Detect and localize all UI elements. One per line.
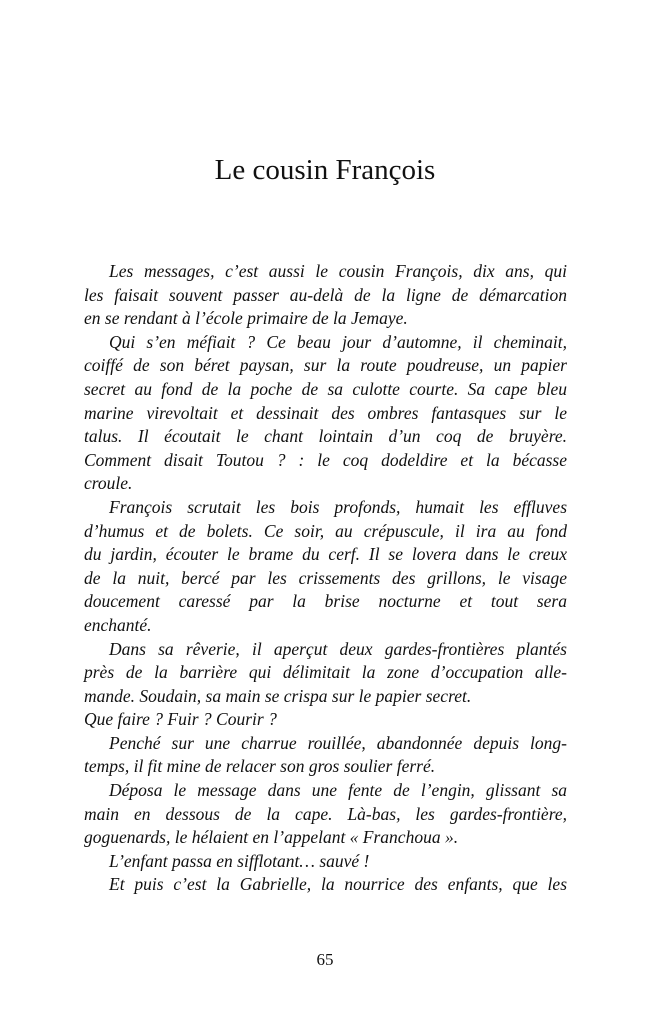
text-line: temps, il fit mine de relacer son gros soulier ferré. (84, 756, 436, 777)
text-line: Dans sa rêverie, il aperçut deux gardes-frontières plantés (109, 638, 567, 659)
body-text (84, 260, 567, 897)
text-line: près de la barrière qui délimitait la zone d’occupation alle- (84, 662, 567, 683)
text-line: du jardin, écouter le brame du cerf. Il se lovera dans le creux (84, 544, 567, 565)
text-line: marine virevoltait et dessinait des ombres fantasques sur le (84, 402, 567, 423)
text-line: secret au fond de la poche de sa culotte courte. Sa cape bleu (84, 378, 567, 399)
text-line: Et puis c’est la Gabrielle, la nourrice des enfants, que les (109, 874, 567, 895)
text-line: Penché sur une charrue rouillée, abandonnée depuis long- (109, 732, 567, 753)
text-line: Que faire ? Fuir ? Courir ? (84, 709, 277, 730)
text-line: Déposa le message dans une fente de l’engin, glissant sa (109, 780, 567, 801)
text-line: de la nuit, bercé par les crissements des grillons, le visage (84, 567, 567, 588)
text-line: Les messages, c’est aussi le cousin François, dix ans, qui (109, 261, 567, 281)
text-line: les faisait souvent passer au-delà de la ligne de démarcation (84, 284, 567, 305)
text-line: main en dessous de la cape. Là-bas, les gardes-frontière, (84, 803, 567, 824)
text-line: coiffé de son béret paysan, sur la route poudreuse, un papier (84, 355, 567, 376)
text-line: d’humus et de bolets. Ce soir, au crépuscule, il ira au fond (84, 520, 567, 541)
text-line: croule. (84, 473, 133, 494)
text-line: goguenards, le hélaient en l’appelant « Franchoua ». (84, 827, 459, 848)
text-line: L’enfant passa en sifflotant… sauvé ! (109, 850, 370, 871)
chapter-title: Le cousin François (214, 154, 436, 186)
text-line: mande. Soudain, sa main se crispa sur le papier secret. (84, 685, 472, 706)
text-line: Qui s’en méfiait ? Ce beau jour d’automne, il cheminait, (109, 331, 567, 352)
text-line: François scrutait les bois profonds, humait les effluves (109, 496, 567, 517)
page-number: 65 (316, 950, 334, 969)
text-line: en se rendant à l’école primaire de la Jemaye. (84, 308, 408, 329)
text-line: enchanté. (84, 614, 152, 635)
text-line: talus. Il écoutait le chant lointain d’un coq de bruyère. (84, 426, 567, 447)
text-line: doucement caressé par la brise nocturne et tout sera (84, 591, 567, 612)
text-line: Comment disait Toutou ? : le coq dodeldire et la bécasse (84, 449, 567, 470)
